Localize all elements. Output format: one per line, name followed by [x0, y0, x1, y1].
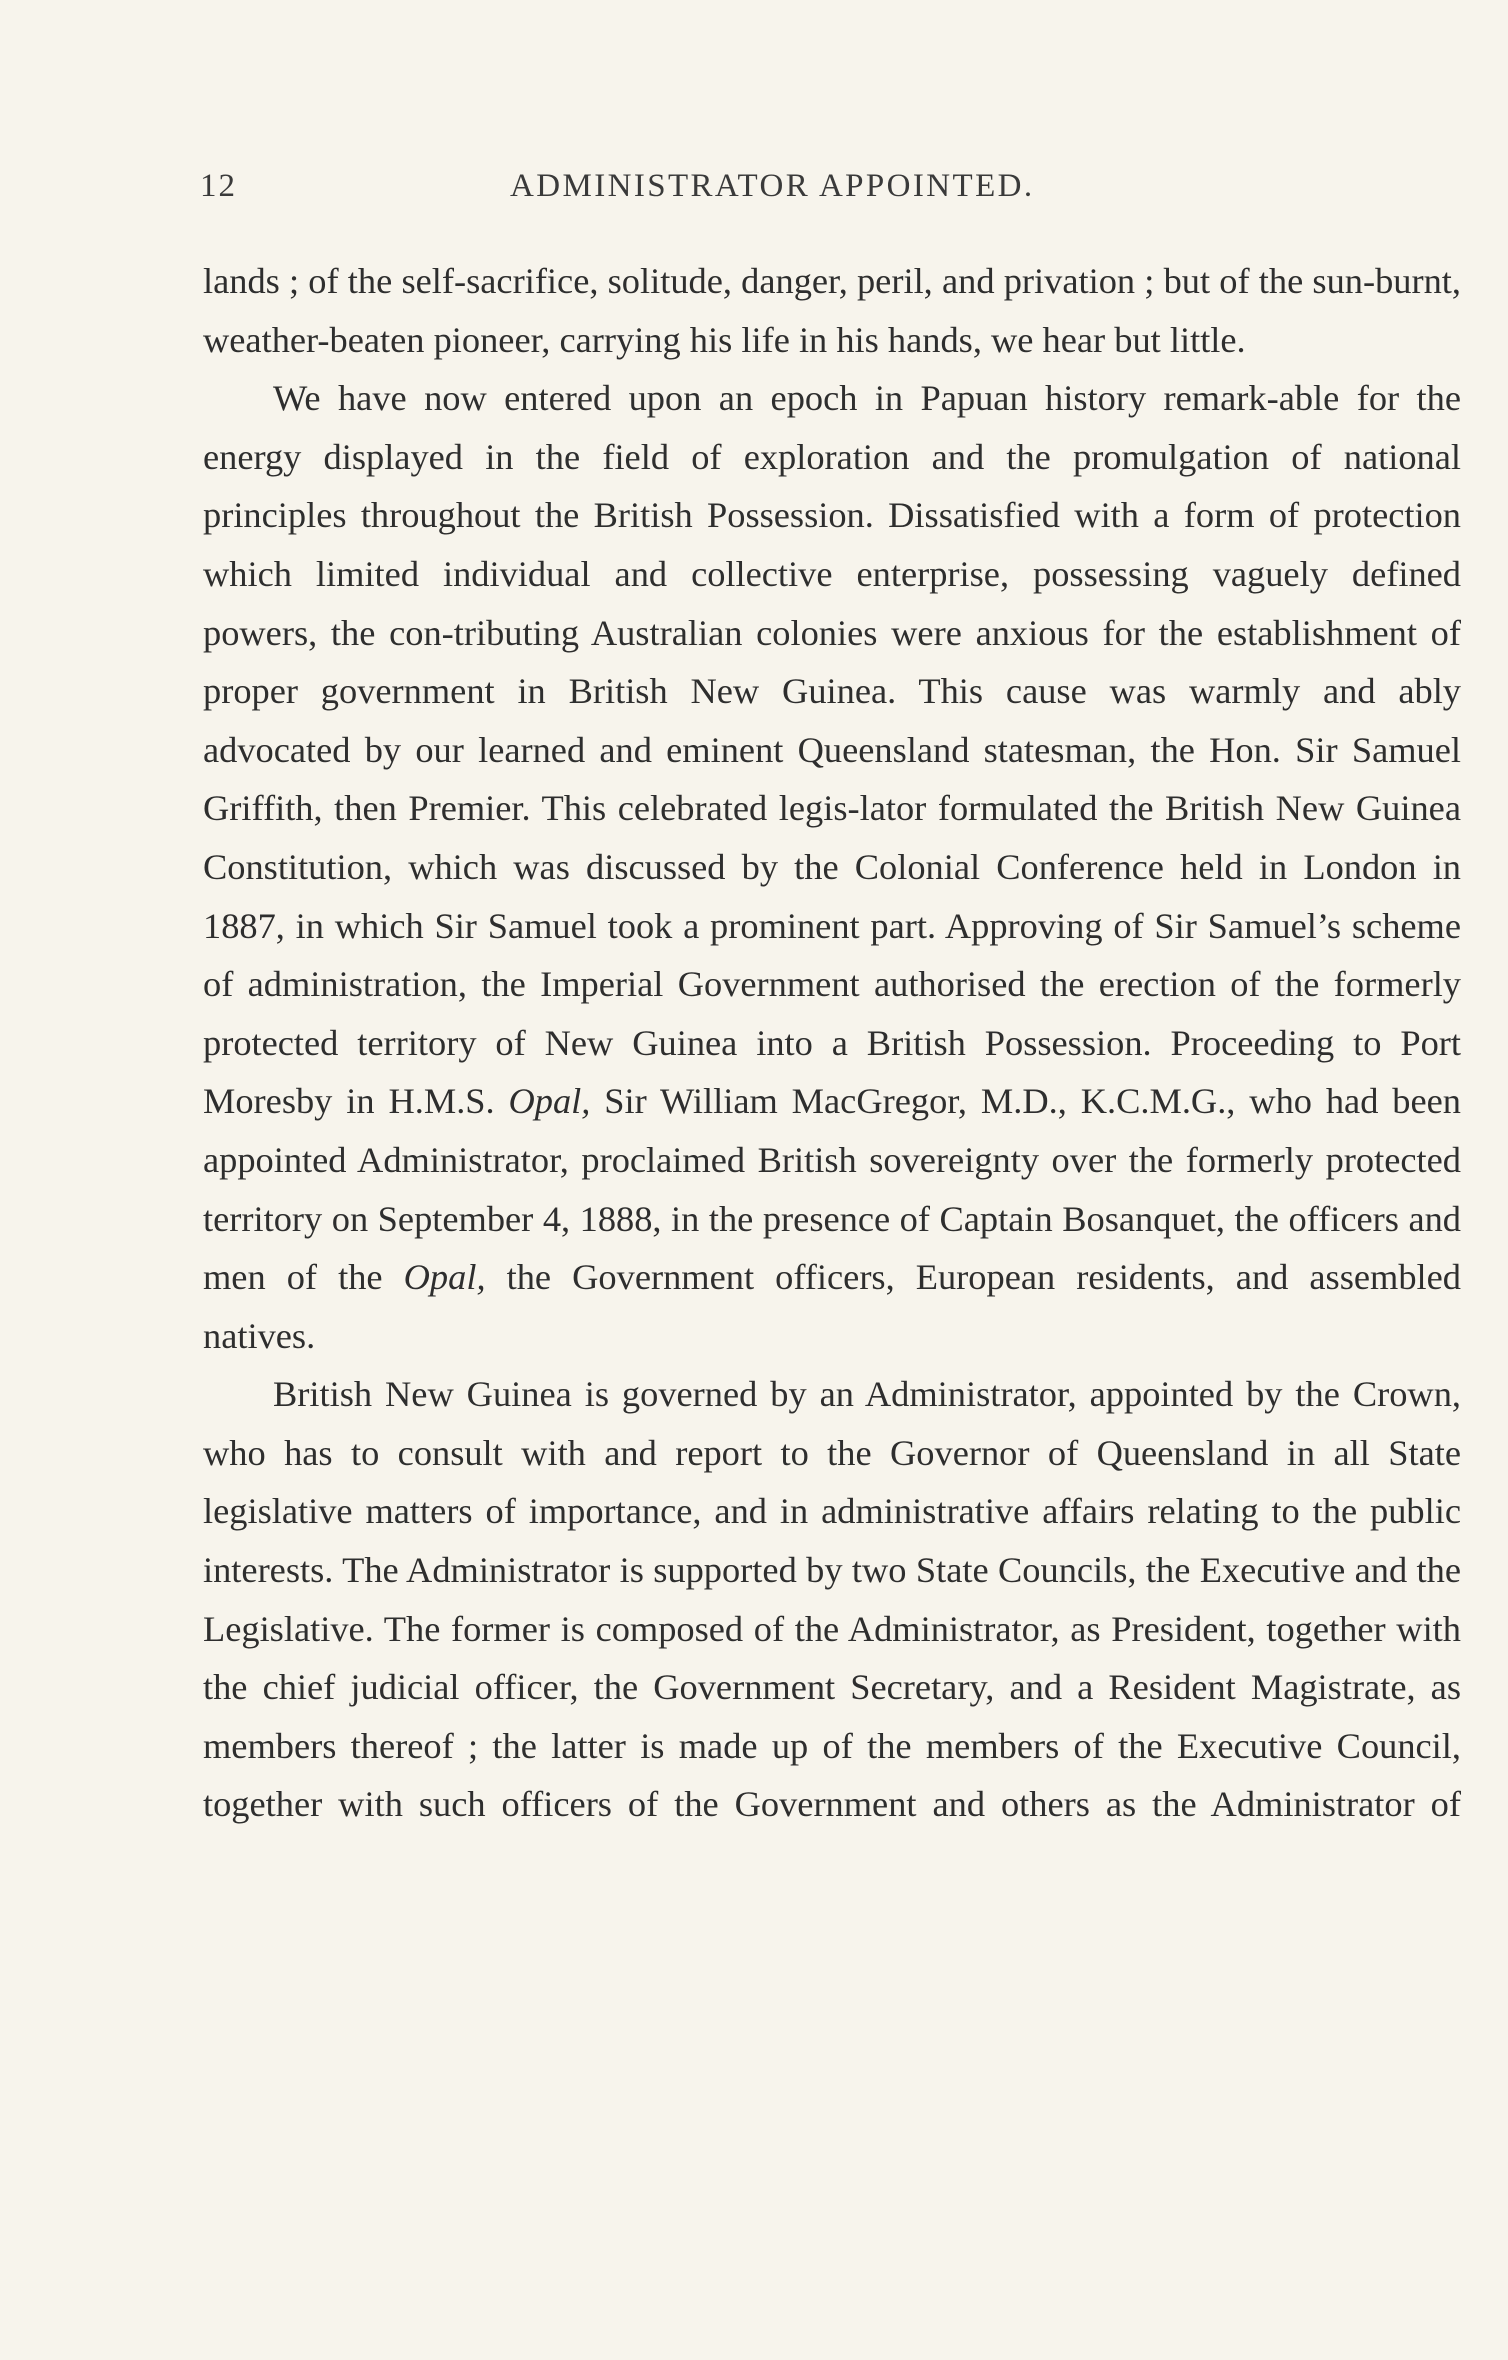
running-head [200, 168, 1462, 216]
ship-name-italic-2: Opal, [403, 1257, 486, 1298]
page-number: 12 [200, 168, 237, 204]
body-text [203, 252, 1461, 1834]
paragraph-epoch-text-2: Sir William MacGregor, M.D., K.C.M.G., who had been appointed Administrator, proclaimed British sovereignty over the formerly protected territory on September 4, 1888, in the presence of Captain Bosanquet, the officers and men of the [203, 1081, 1461, 1298]
paragraph-epoch [203, 369, 1461, 1365]
paragraph-governance: British New Guinea is governed by an Administrator, appointed by the Crown, who has to consult with and report to the Governor of Queensland in all State legislative matters of importance, and in administrative affairs relating to the public interests. The Administrator is supported by two State Councils, the Executive and the Legislative. The former is composed of the Administrator, as President, together with the chief judicial officer, the Government Secretary, and a Resident Magistrate, as members thereof ; the latter is made up of the members of the Executive Council, together with such officers of the Government and others as the Administrator of [203, 1374, 1461, 1825]
paragraph-epoch-text: We have now entered upon an epoch in Papuan history remark-able for the energy displayed in the field of exploration and the promulgation of national principles throughout the British Possession. Dissatisfied with a form of protection which limited individual and collective enterprise, possessing vaguely defined powers, the con-tributing Australian colonies were anxious for the establishment of proper government in British New Guinea. This cause was warmly and ably advocated by our learned and eminent Queensland statesman, the Hon. Sir Samuel Griffith, then Premier. This celebrated legis-lator formulated the British New Guinea Constitution, which was discussed by the Colonial Conference held in London in 1887, in which Sir Samuel took a prominent part. Approving of Sir Samuel’s scheme of administration, the Imperial Government authorised the erection of the formerly protected territory of New Guinea into a British Possession. Proceeding to Port Moresby in H.M.S. [203, 378, 1461, 1122]
paragraph-epoch-text-3: the Government officers, European residents, and assembled natives. [203, 1257, 1461, 1356]
running-title: ADMINISTRATOR APPOINTED. [510, 168, 1035, 204]
paragraph-continued: lands ; of the self-sacrifice, solitude, danger, peril, and privation ; but of the sun-burnt, weather-beaten pioneer, carrying his life in his hands, we hear but little. [203, 261, 1461, 360]
ship-name-italic: Opal, [508, 1081, 591, 1122]
